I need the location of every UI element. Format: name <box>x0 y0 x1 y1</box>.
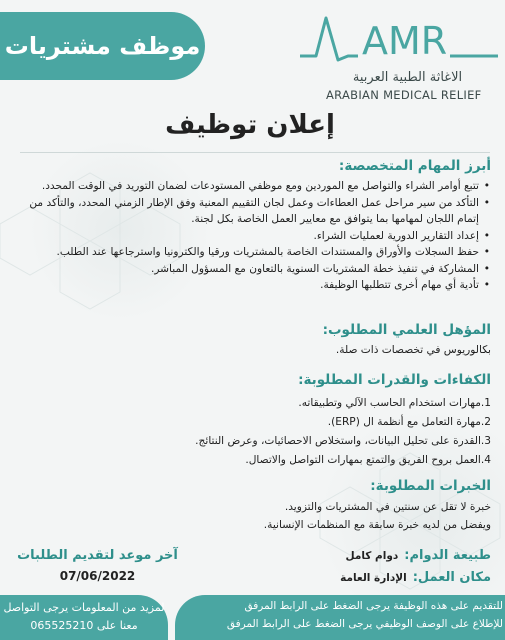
tasks-section <box>11 158 491 294</box>
tasks-list <box>11 178 491 294</box>
experience-item: ويفضل من لديه خبرة سابقة مع المنظمات الإنسانية. <box>263 519 491 531</box>
qualification-section <box>11 322 491 359</box>
skill-item: 2.مهارة التعامل مع أنظمة ال (ERP). <box>327 416 491 428</box>
skills-list <box>11 394 491 470</box>
task-item: • تأدية أي مهام أخرى تتطلبها الوظيفة. <box>11 277 491 294</box>
location-row <box>311 570 491 592</box>
deadline-block <box>10 548 185 583</box>
footer-gap <box>168 595 175 640</box>
task-item: • المشاركة في تنفيذ خطة المشتريات السنوية بالتعاون مع المسؤول المباشر. <box>11 261 491 278</box>
task-item: • التأكد من سير مراحل عمل العطاءات وعمل لجان التقييم المعنية وفق الإطار الزمني المحدد، والتأكد من إتمام اللجان لمهامها بما يتوافق مع معايير العمل الخاصة بكل لجنة. <box>11 195 491 228</box>
logo-mark-text: AMR <box>362 19 448 63</box>
apply-box <box>175 595 505 640</box>
experience-list <box>11 498 491 534</box>
work-type-value: دوام كامل <box>345 550 399 562</box>
apply-link-line[interactable]: للتقديم على هذه الوظيفة يرجى الضغط على الرابط المرفق <box>244 600 503 612</box>
skills-heading: الكفاءات والقدرات المطلوبة: <box>298 372 491 388</box>
skill-item: 3.القدرة على تحليل البيانات، واستخلاص الاحصائيات، وعرض النتائج. <box>195 435 491 447</box>
location-value: الإدارة العامة <box>340 572 407 584</box>
qualification-heading: المؤهل العلمي المطلوب: <box>322 322 491 338</box>
location-label: مكان العمل: <box>412 570 491 585</box>
deadline-label: آخر موعد لتقديم الطلبات <box>17 548 178 563</box>
org-name-english: ARABIAN MEDICAL RELIEF <box>326 88 482 102</box>
job-description-link-line[interactable]: للإطلاع على الوصف الوظيفي يرجى الضغط على الرابط المرفق <box>226 618 503 630</box>
contact-line: لمزيد من المعلومات يرجى التواصل <box>3 601 165 614</box>
work-type-row <box>311 548 491 570</box>
experience-item: خبرة لا تقل عن سنتين في المشتريات والتزويد. <box>284 501 491 513</box>
divider <box>20 152 490 153</box>
work-type-label: طبيعة الدوام: <box>404 548 491 563</box>
job-details <box>311 548 491 592</box>
logo-heartbeat-mark-icon <box>300 10 500 72</box>
experience-heading: الخبرات المطلوبة: <box>370 478 491 494</box>
skills-section <box>11 372 491 470</box>
experience-section <box>11 478 491 534</box>
task-item: • تتبع أوامر الشراء والتواصل مع الموردين ومع موظفي المستودعات لضمان التوريد في الوقت المحدد. <box>11 178 491 195</box>
footer <box>0 595 505 640</box>
qualification-text: بكالوريوس في تخصصات ذات صلة. <box>335 344 491 356</box>
contact-box <box>0 595 168 640</box>
amr-logo <box>300 10 500 110</box>
tasks-heading: أبرز المهام المتخصصة: <box>338 158 491 174</box>
task-item: • إعداد التقارير الدورية لعمليات الشراء. <box>11 228 491 245</box>
org-name-arabic: الاغاثة الطبية العربية <box>352 70 463 85</box>
deadline-date: 07/06/2022 <box>59 569 136 583</box>
announcement-title: إعلان توظيف <box>165 110 335 140</box>
skill-item: 4.العمل بروح الفريق والتمتع بمهارات التواصل والاتصال. <box>245 454 491 466</box>
contact-phone-line[interactable]: معنا على 065525210 <box>30 619 138 632</box>
task-item: • حفظ السجلات والأوراق والمستندات الخاصة بالمشتريات ورقيا والكترونيا واسترجاعها عند الطلب. <box>11 244 491 261</box>
job-title: موظف مشتريات <box>4 32 201 60</box>
skill-item: 1.مهارات استخدام الحاسب الآلي وتطبيقاته. <box>298 397 491 409</box>
job-title-banner <box>0 12 205 80</box>
